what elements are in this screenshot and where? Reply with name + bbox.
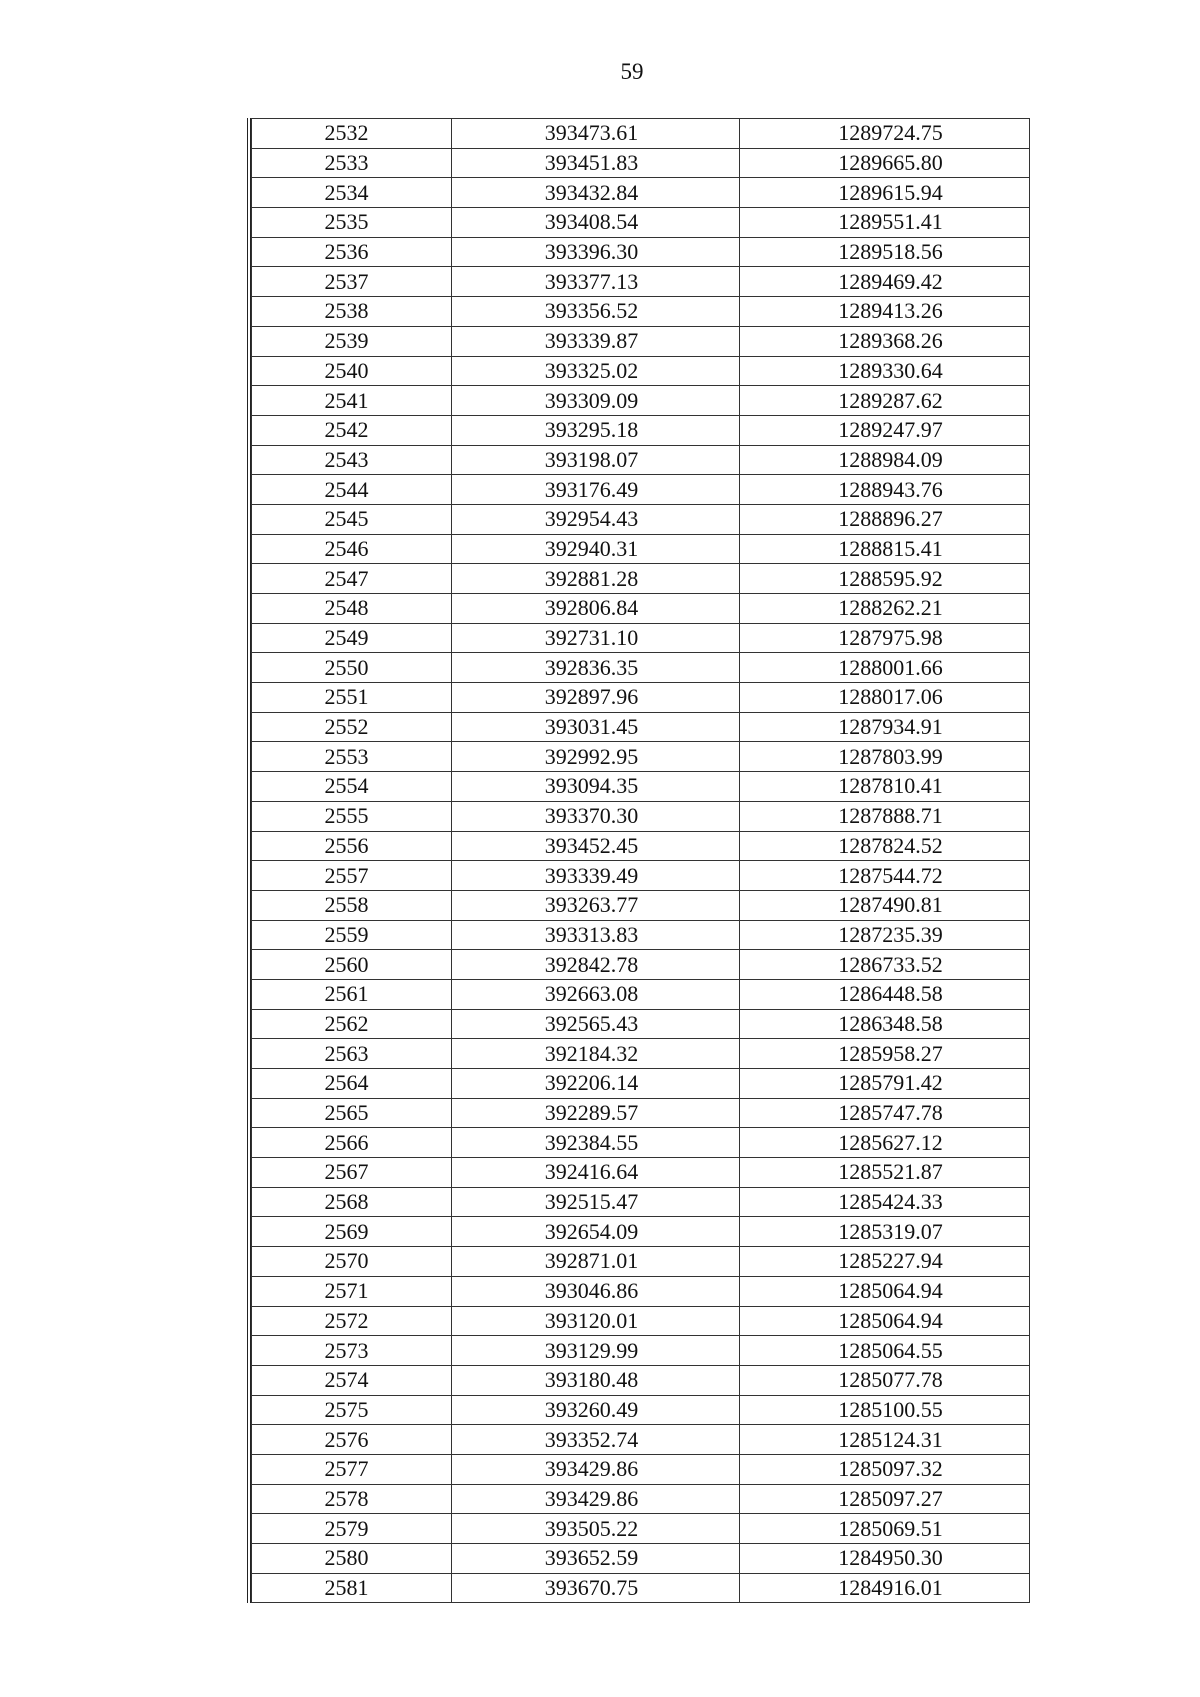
x-coordinate-cell: 393352.74	[452, 1425, 740, 1455]
table-row	[252, 861, 1030, 891]
x-coordinate-cell: 392992.95	[452, 742, 740, 772]
x-coordinate-cell: 392731.10	[452, 623, 740, 653]
table-row	[252, 504, 1030, 534]
table-row	[252, 386, 1030, 416]
y-coordinate-cell: 1285077.78	[740, 1365, 1030, 1395]
x-coordinate-cell: 392842.78	[452, 950, 740, 980]
table-row	[252, 148, 1030, 178]
x-coordinate-cell: 392663.08	[452, 979, 740, 1009]
y-coordinate-cell: 1288815.41	[740, 534, 1030, 564]
table-row	[252, 1484, 1030, 1514]
point-number-cell: 2545	[252, 504, 452, 534]
point-number-cell: 2563	[252, 1039, 452, 1069]
point-number-cell: 2554	[252, 772, 452, 802]
point-number-cell: 2569	[252, 1217, 452, 1247]
point-number-cell: 2546	[252, 534, 452, 564]
y-coordinate-cell: 1287803.99	[740, 742, 1030, 772]
y-coordinate-cell: 1285521.87	[740, 1158, 1030, 1188]
x-coordinate-cell: 393652.59	[452, 1544, 740, 1574]
point-number-cell: 2581	[252, 1573, 452, 1603]
table-row	[252, 712, 1030, 742]
point-number-cell: 2575	[252, 1395, 452, 1425]
table-row	[252, 564, 1030, 594]
y-coordinate-cell: 1289469.42	[740, 267, 1030, 297]
x-coordinate-cell: 392654.09	[452, 1217, 740, 1247]
point-number-cell: 2577	[252, 1454, 452, 1484]
point-number-cell: 2535	[252, 208, 452, 238]
point-number-cell: 2532	[252, 119, 452, 149]
x-coordinate-cell: 393313.83	[452, 920, 740, 950]
table-row	[252, 1187, 1030, 1217]
table-row	[252, 1365, 1030, 1395]
point-number-cell: 2561	[252, 979, 452, 1009]
x-coordinate-cell: 393309.09	[452, 386, 740, 416]
table-row	[252, 1009, 1030, 1039]
y-coordinate-cell: 1289287.62	[740, 386, 1030, 416]
point-number-cell: 2544	[252, 475, 452, 505]
y-coordinate-cell: 1287934.91	[740, 712, 1030, 742]
table-row	[252, 1247, 1030, 1277]
table-row	[252, 801, 1030, 831]
point-number-cell: 2534	[252, 178, 452, 208]
point-number-cell: 2555	[252, 801, 452, 831]
y-coordinate-cell: 1285747.78	[740, 1098, 1030, 1128]
y-coordinate-cell: 1288896.27	[740, 504, 1030, 534]
y-coordinate-cell: 1287544.72	[740, 861, 1030, 891]
x-coordinate-cell: 393432.84	[452, 178, 740, 208]
table-row	[252, 1217, 1030, 1247]
coordinates-table-wrapper	[247, 118, 1029, 1603]
point-number-cell: 2572	[252, 1306, 452, 1336]
x-coordinate-cell: 392940.31	[452, 534, 740, 564]
point-number-cell: 2568	[252, 1187, 452, 1217]
x-coordinate-cell: 393339.49	[452, 861, 740, 891]
y-coordinate-cell: 1289413.26	[740, 297, 1030, 327]
point-number-cell: 2565	[252, 1098, 452, 1128]
x-coordinate-cell: 393260.49	[452, 1395, 740, 1425]
table-row	[252, 1544, 1030, 1574]
table-row	[252, 1425, 1030, 1455]
table-row	[252, 178, 1030, 208]
table-row	[252, 831, 1030, 861]
x-coordinate-cell: 392416.64	[452, 1158, 740, 1188]
table-row	[252, 1276, 1030, 1306]
table-row	[252, 208, 1030, 238]
y-coordinate-cell: 1285791.42	[740, 1069, 1030, 1099]
y-coordinate-cell: 1285097.32	[740, 1454, 1030, 1484]
x-coordinate-cell: 392384.55	[452, 1128, 740, 1158]
y-coordinate-cell: 1285100.55	[740, 1395, 1030, 1425]
point-number-cell: 2556	[252, 831, 452, 861]
x-coordinate-cell: 393129.99	[452, 1336, 740, 1366]
y-coordinate-cell: 1287975.98	[740, 623, 1030, 653]
table-row	[252, 1128, 1030, 1158]
table-row	[252, 445, 1030, 475]
table-row	[252, 1395, 1030, 1425]
point-number-cell: 2573	[252, 1336, 452, 1366]
point-number-cell: 2551	[252, 683, 452, 713]
table-row	[252, 653, 1030, 683]
point-number-cell: 2574	[252, 1365, 452, 1395]
table-row	[252, 772, 1030, 802]
x-coordinate-cell: 392565.43	[452, 1009, 740, 1039]
table-row	[252, 1573, 1030, 1603]
table-row	[252, 356, 1030, 386]
table-row	[252, 237, 1030, 267]
point-number-cell: 2580	[252, 1544, 452, 1574]
x-coordinate-cell: 393505.22	[452, 1514, 740, 1544]
y-coordinate-cell: 1285958.27	[740, 1039, 1030, 1069]
point-number-cell: 2552	[252, 712, 452, 742]
point-number-cell: 2564	[252, 1069, 452, 1099]
table-row	[252, 742, 1030, 772]
x-coordinate-cell: 393408.54	[452, 208, 740, 238]
x-coordinate-cell: 393339.87	[452, 326, 740, 356]
x-coordinate-cell: 393198.07	[452, 445, 740, 475]
point-number-cell: 2558	[252, 890, 452, 920]
point-number-cell: 2550	[252, 653, 452, 683]
x-coordinate-cell: 392836.35	[452, 653, 740, 683]
y-coordinate-cell: 1284916.01	[740, 1573, 1030, 1603]
x-coordinate-cell: 393356.52	[452, 297, 740, 327]
table-row	[252, 1158, 1030, 1188]
table-row	[252, 1306, 1030, 1336]
point-number-cell: 2571	[252, 1276, 452, 1306]
point-number-cell: 2549	[252, 623, 452, 653]
x-coordinate-cell: 393670.75	[452, 1573, 740, 1603]
x-coordinate-cell: 393370.30	[452, 801, 740, 831]
point-number-cell: 2542	[252, 415, 452, 445]
point-number-cell: 2543	[252, 445, 452, 475]
x-coordinate-cell: 393031.45	[452, 712, 740, 742]
y-coordinate-cell: 1284950.30	[740, 1544, 1030, 1574]
table-row	[252, 683, 1030, 713]
point-number-cell: 2578	[252, 1484, 452, 1514]
x-coordinate-cell: 393046.86	[452, 1276, 740, 1306]
y-coordinate-cell: 1287810.41	[740, 772, 1030, 802]
y-coordinate-cell: 1285627.12	[740, 1128, 1030, 1158]
y-coordinate-cell: 1285319.07	[740, 1217, 1030, 1247]
point-number-cell: 2562	[252, 1009, 452, 1039]
x-coordinate-cell: 393263.77	[452, 890, 740, 920]
point-number-cell: 2570	[252, 1247, 452, 1277]
table-row	[252, 1039, 1030, 1069]
point-number-cell: 2536	[252, 237, 452, 267]
coordinates-table	[251, 118, 1030, 1603]
page-number: 59	[620, 59, 644, 84]
x-coordinate-cell: 393429.86	[452, 1484, 740, 1514]
table-row	[252, 950, 1030, 980]
point-number-cell: 2553	[252, 742, 452, 772]
x-coordinate-cell: 393429.86	[452, 1454, 740, 1484]
x-coordinate-cell: 392184.32	[452, 1039, 740, 1069]
y-coordinate-cell: 1285227.94	[740, 1247, 1030, 1277]
y-coordinate-cell: 1285069.51	[740, 1514, 1030, 1544]
y-coordinate-cell: 1288984.09	[740, 445, 1030, 475]
x-coordinate-cell: 393396.30	[452, 237, 740, 267]
y-coordinate-cell: 1289665.80	[740, 148, 1030, 178]
y-coordinate-cell: 1288943.76	[740, 475, 1030, 505]
y-coordinate-cell: 1289247.97	[740, 415, 1030, 445]
table-row	[252, 623, 1030, 653]
point-number-cell: 2566	[252, 1128, 452, 1158]
x-coordinate-cell: 393473.61	[452, 119, 740, 149]
table-row	[252, 1514, 1030, 1544]
y-coordinate-cell: 1287824.52	[740, 831, 1030, 861]
table-row	[252, 594, 1030, 624]
y-coordinate-cell: 1288017.06	[740, 683, 1030, 713]
y-coordinate-cell: 1286733.52	[740, 950, 1030, 980]
point-number-cell: 2547	[252, 564, 452, 594]
point-number-cell: 2557	[252, 861, 452, 891]
point-number-cell: 2576	[252, 1425, 452, 1455]
x-coordinate-cell: 393176.49	[452, 475, 740, 505]
y-coordinate-cell: 1285424.33	[740, 1187, 1030, 1217]
table-row	[252, 1454, 1030, 1484]
point-number-cell: 2548	[252, 594, 452, 624]
y-coordinate-cell: 1289615.94	[740, 178, 1030, 208]
point-number-cell: 2533	[252, 148, 452, 178]
x-coordinate-cell: 393120.01	[452, 1306, 740, 1336]
x-coordinate-cell: 392515.47	[452, 1187, 740, 1217]
x-coordinate-cell: 392954.43	[452, 504, 740, 534]
table-row	[252, 1336, 1030, 1366]
y-coordinate-cell: 1287490.81	[740, 890, 1030, 920]
table-row	[252, 979, 1030, 1009]
x-coordinate-cell: 393451.83	[452, 148, 740, 178]
table-row	[252, 326, 1030, 356]
x-coordinate-cell: 393180.48	[452, 1365, 740, 1395]
y-coordinate-cell: 1289724.75	[740, 119, 1030, 149]
table-row	[252, 119, 1030, 149]
x-coordinate-cell: 393377.13	[452, 267, 740, 297]
x-coordinate-cell: 392871.01	[452, 1247, 740, 1277]
x-coordinate-cell: 393452.45	[452, 831, 740, 861]
y-coordinate-cell: 1285064.55	[740, 1336, 1030, 1366]
y-coordinate-cell: 1289518.56	[740, 237, 1030, 267]
point-number-cell: 2567	[252, 1158, 452, 1188]
y-coordinate-cell: 1288262.21	[740, 594, 1030, 624]
point-number-cell: 2579	[252, 1514, 452, 1544]
table-row	[252, 920, 1030, 950]
y-coordinate-cell: 1289551.41	[740, 208, 1030, 238]
x-coordinate-cell: 392897.96	[452, 683, 740, 713]
table-row	[252, 1069, 1030, 1099]
y-coordinate-cell: 1285064.94	[740, 1306, 1030, 1336]
coordinates-table-body	[252, 119, 1030, 1603]
point-number-cell: 2559	[252, 920, 452, 950]
table-row	[252, 475, 1030, 505]
table-row	[252, 267, 1030, 297]
y-coordinate-cell: 1285124.31	[740, 1425, 1030, 1455]
y-coordinate-cell: 1289330.64	[740, 356, 1030, 386]
y-coordinate-cell: 1287235.39	[740, 920, 1030, 950]
point-number-cell: 2541	[252, 386, 452, 416]
y-coordinate-cell: 1286448.58	[740, 979, 1030, 1009]
x-coordinate-cell: 393325.02	[452, 356, 740, 386]
x-coordinate-cell: 392289.57	[452, 1098, 740, 1128]
x-coordinate-cell: 392881.28	[452, 564, 740, 594]
x-coordinate-cell: 393295.18	[452, 415, 740, 445]
point-number-cell: 2538	[252, 297, 452, 327]
y-coordinate-cell: 1285064.94	[740, 1276, 1030, 1306]
x-coordinate-cell: 392806.84	[452, 594, 740, 624]
point-number-cell: 2539	[252, 326, 452, 356]
y-coordinate-cell: 1288595.92	[740, 564, 1030, 594]
y-coordinate-cell: 1287888.71	[740, 801, 1030, 831]
table-row	[252, 534, 1030, 564]
x-coordinate-cell: 393094.35	[452, 772, 740, 802]
table-row	[252, 1098, 1030, 1128]
point-number-cell: 2537	[252, 267, 452, 297]
point-number-cell: 2540	[252, 356, 452, 386]
y-coordinate-cell: 1289368.26	[740, 326, 1030, 356]
table-row	[252, 297, 1030, 327]
y-coordinate-cell: 1285097.27	[740, 1484, 1030, 1514]
point-number-cell: 2560	[252, 950, 452, 980]
x-coordinate-cell: 392206.14	[452, 1069, 740, 1099]
y-coordinate-cell: 1286348.58	[740, 1009, 1030, 1039]
table-row	[252, 415, 1030, 445]
table-row	[252, 890, 1030, 920]
y-coordinate-cell: 1288001.66	[740, 653, 1030, 683]
